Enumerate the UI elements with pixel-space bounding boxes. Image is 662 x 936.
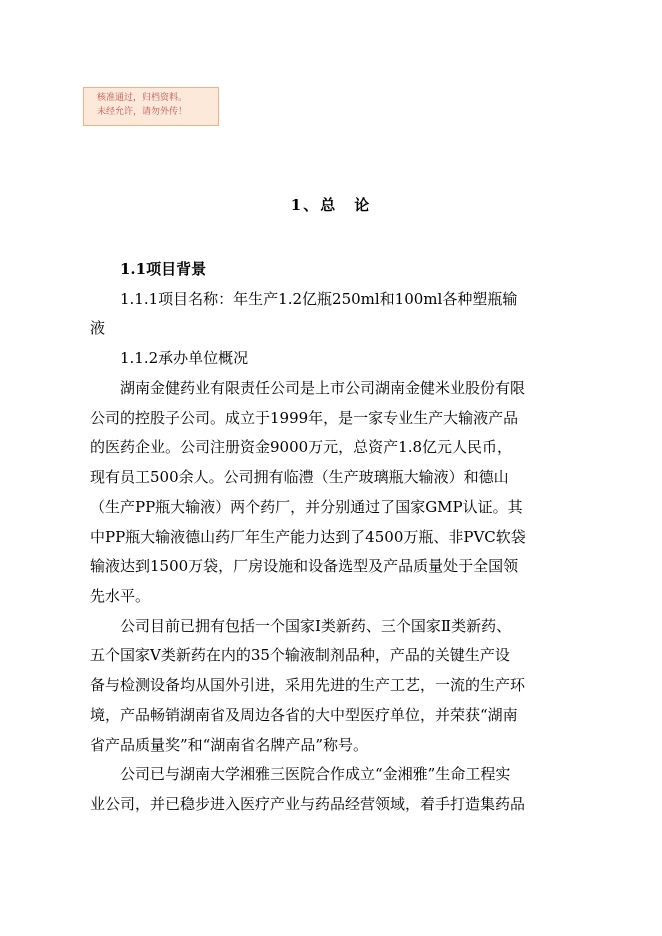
section-heading: 1.1项目背景 bbox=[120, 260, 207, 278]
chapter-heading: 1、总 论 bbox=[290, 196, 372, 214]
text-line: 备与检测设备均从国外引进，采用先进的生产工艺，一流的生产环 bbox=[90, 676, 526, 694]
text-line: 1.1.1项目名称：年生产1.2亿瓶250ml和100ml各种塑瓶输 bbox=[120, 290, 518, 308]
text-line: 湖南金健药业有限责任公司是上市公司湖南金健米业股份有限 bbox=[120, 379, 526, 397]
text-line: 公司的控股子公司。成立于1999年，是一家专业生产大输液产品 bbox=[90, 409, 519, 427]
stamp-line-1: 核准通过，归档资料。 bbox=[97, 93, 188, 103]
text-line: 中PP瓶大输液德山药厂年生产能力达到了4500万瓶、非PVC软袋 bbox=[90, 528, 526, 546]
stamp-line-2: 未经允许，请勿外传！ bbox=[97, 107, 188, 117]
text-line: 先水平。 bbox=[90, 587, 151, 605]
text-line: 公司已与湖南大学湘雅三医院合作成立“金湘雅”生命工程实 bbox=[120, 765, 511, 783]
text-line: 液 bbox=[90, 319, 106, 337]
text-line: 的医药企业。公司注册资金9000万元，总资产1.8亿元人民币， bbox=[90, 438, 513, 456]
text-line: 业公司，并已稳步进入医疗产业与药品经营领域，着手打造集药品 bbox=[90, 795, 526, 813]
text-line: 输液达到1500万袋，厂房设施和设备选型及产品质量处于全国领 bbox=[90, 557, 519, 575]
text-line: 五个国家Ⅴ类新药在内的35个输液制剂品种，产品的关键生产设 bbox=[90, 646, 510, 664]
text-line: 现有员工500余人。公司拥有临澧（生产玻璃瓶大输液）和德山 bbox=[90, 468, 509, 486]
text-line: 1.1.2承办单位概况 bbox=[120, 349, 249, 367]
text-line: 境，产品畅销湖南省及周边各省的大中型医疗单位，并荣获“湖南 bbox=[90, 706, 518, 724]
approval-stamp bbox=[83, 87, 219, 126]
text-line: 公司目前已拥有包括一个国家Ⅰ类新药、三个国家Ⅱ类新药、 bbox=[120, 617, 512, 635]
text-line: 省产品质量奖”和“湖南省名牌产品”称号。 bbox=[90, 736, 369, 754]
text-line: （生产PP瓶大输液）两个药厂，并分别通过了国家GMP认证。其 bbox=[90, 498, 523, 516]
